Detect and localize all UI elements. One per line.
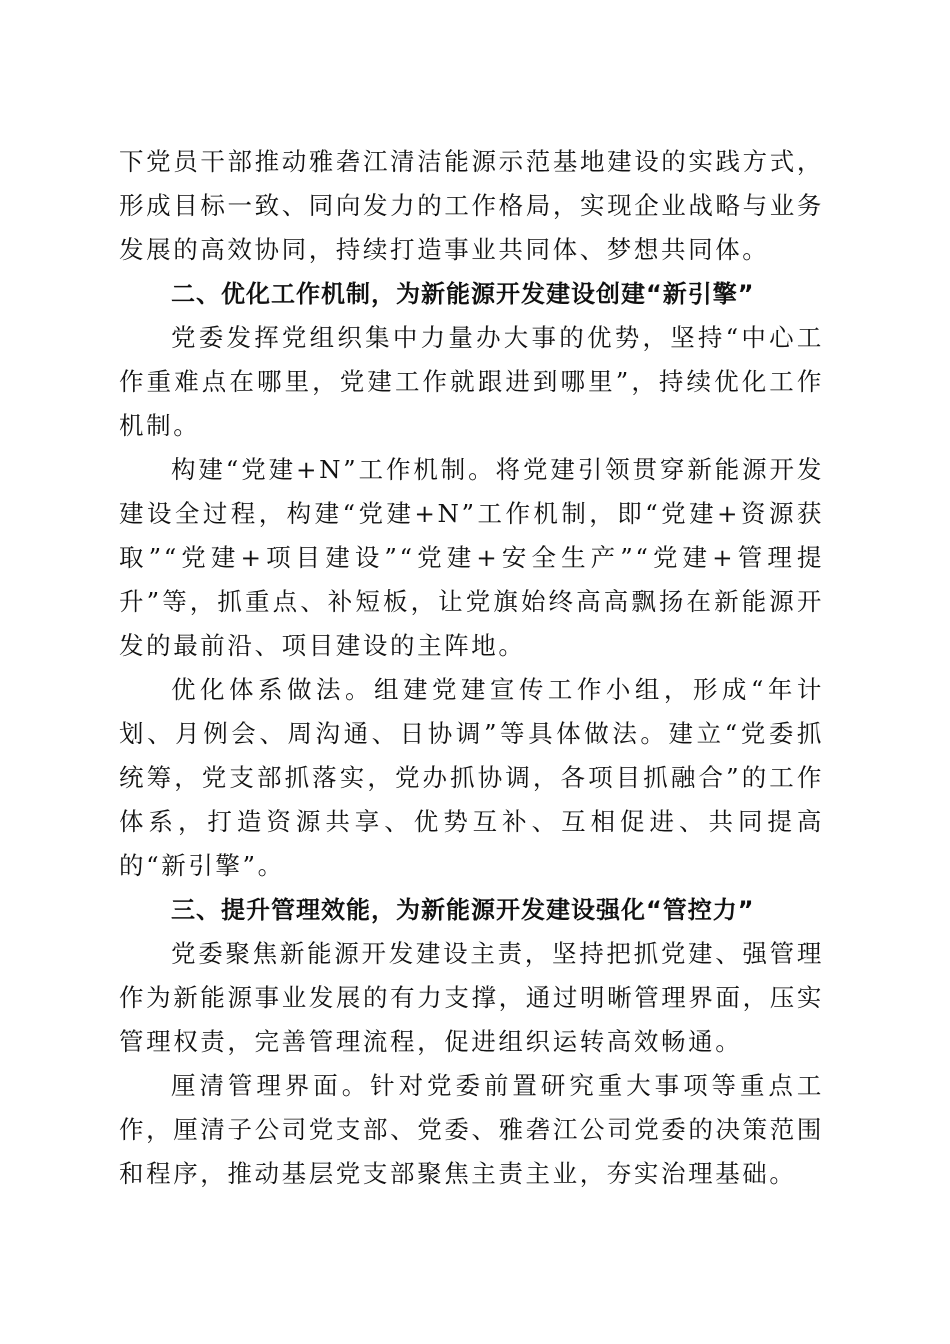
document-body	[119, 140, 824, 1196]
paragraph-optimize-system: 优化体系做法。组建党建宣传工作小组，形成“年计划、月例会、周沟通、日协调”等具体做法。建立“党委抓统筹，党支部抓落实，党办抓协调，各项目抓融合”的工作体系，打造资源共享、优势互补、互相促进、共同提高的“新引擎”。	[119, 675, 824, 880]
section-heading-3: 三、提升管理效能，为新能源开发建设强化“管控力”	[171, 896, 755, 924]
paragraph-continuation: 下党员干部推动雅砻江清洁能源示范基地建设的实践方式，形成目标一致、同向发力的工作格局，实现企业战略与业务发展的高效协同，持续打造事业共同体、梦想共同体。	[119, 147, 824, 264]
paragraph-clarify-interface: 厘清管理界面。针对党委前置研究重大事项等重点工作，厘清子公司党支部、党委、雅砻江公司党委的决策范围和程序，推动基层党支部聚焦主责主业，夯实治理基础。	[119, 1071, 824, 1188]
paragraph-party-plus-n: 构建“党建+N”工作机制。将党建引领贯穿新能源开发建设全过程，构建“党建+N”工作机制，即“党建+资源获取”“党建+项目建设”“党建+安全生产”“党建+管理提升”等，抓重点、补短板，让党旗始终高高飘扬在新能源开发的最前沿、项目建设的主阵地。	[119, 455, 824, 660]
section-heading-2: 二、优化工作机制，为新能源开发建设创建“新引擎”	[171, 280, 755, 308]
paragraph-intro-management: 党委聚焦新能源开发建设主责，坚持把抓党建、强管理作为新能源事业发展的有力支撑，通过明晰管理界面，压实管理权责，完善管理流程，促进组织运转高效畅通。	[119, 939, 824, 1056]
paragraph-intro-mechanism: 党委发挥党组织集中力量办大事的优势，坚持“中心工作重难点在哪里，党建工作就跟进到哪里”，持续优化工作机制。	[119, 323, 824, 440]
